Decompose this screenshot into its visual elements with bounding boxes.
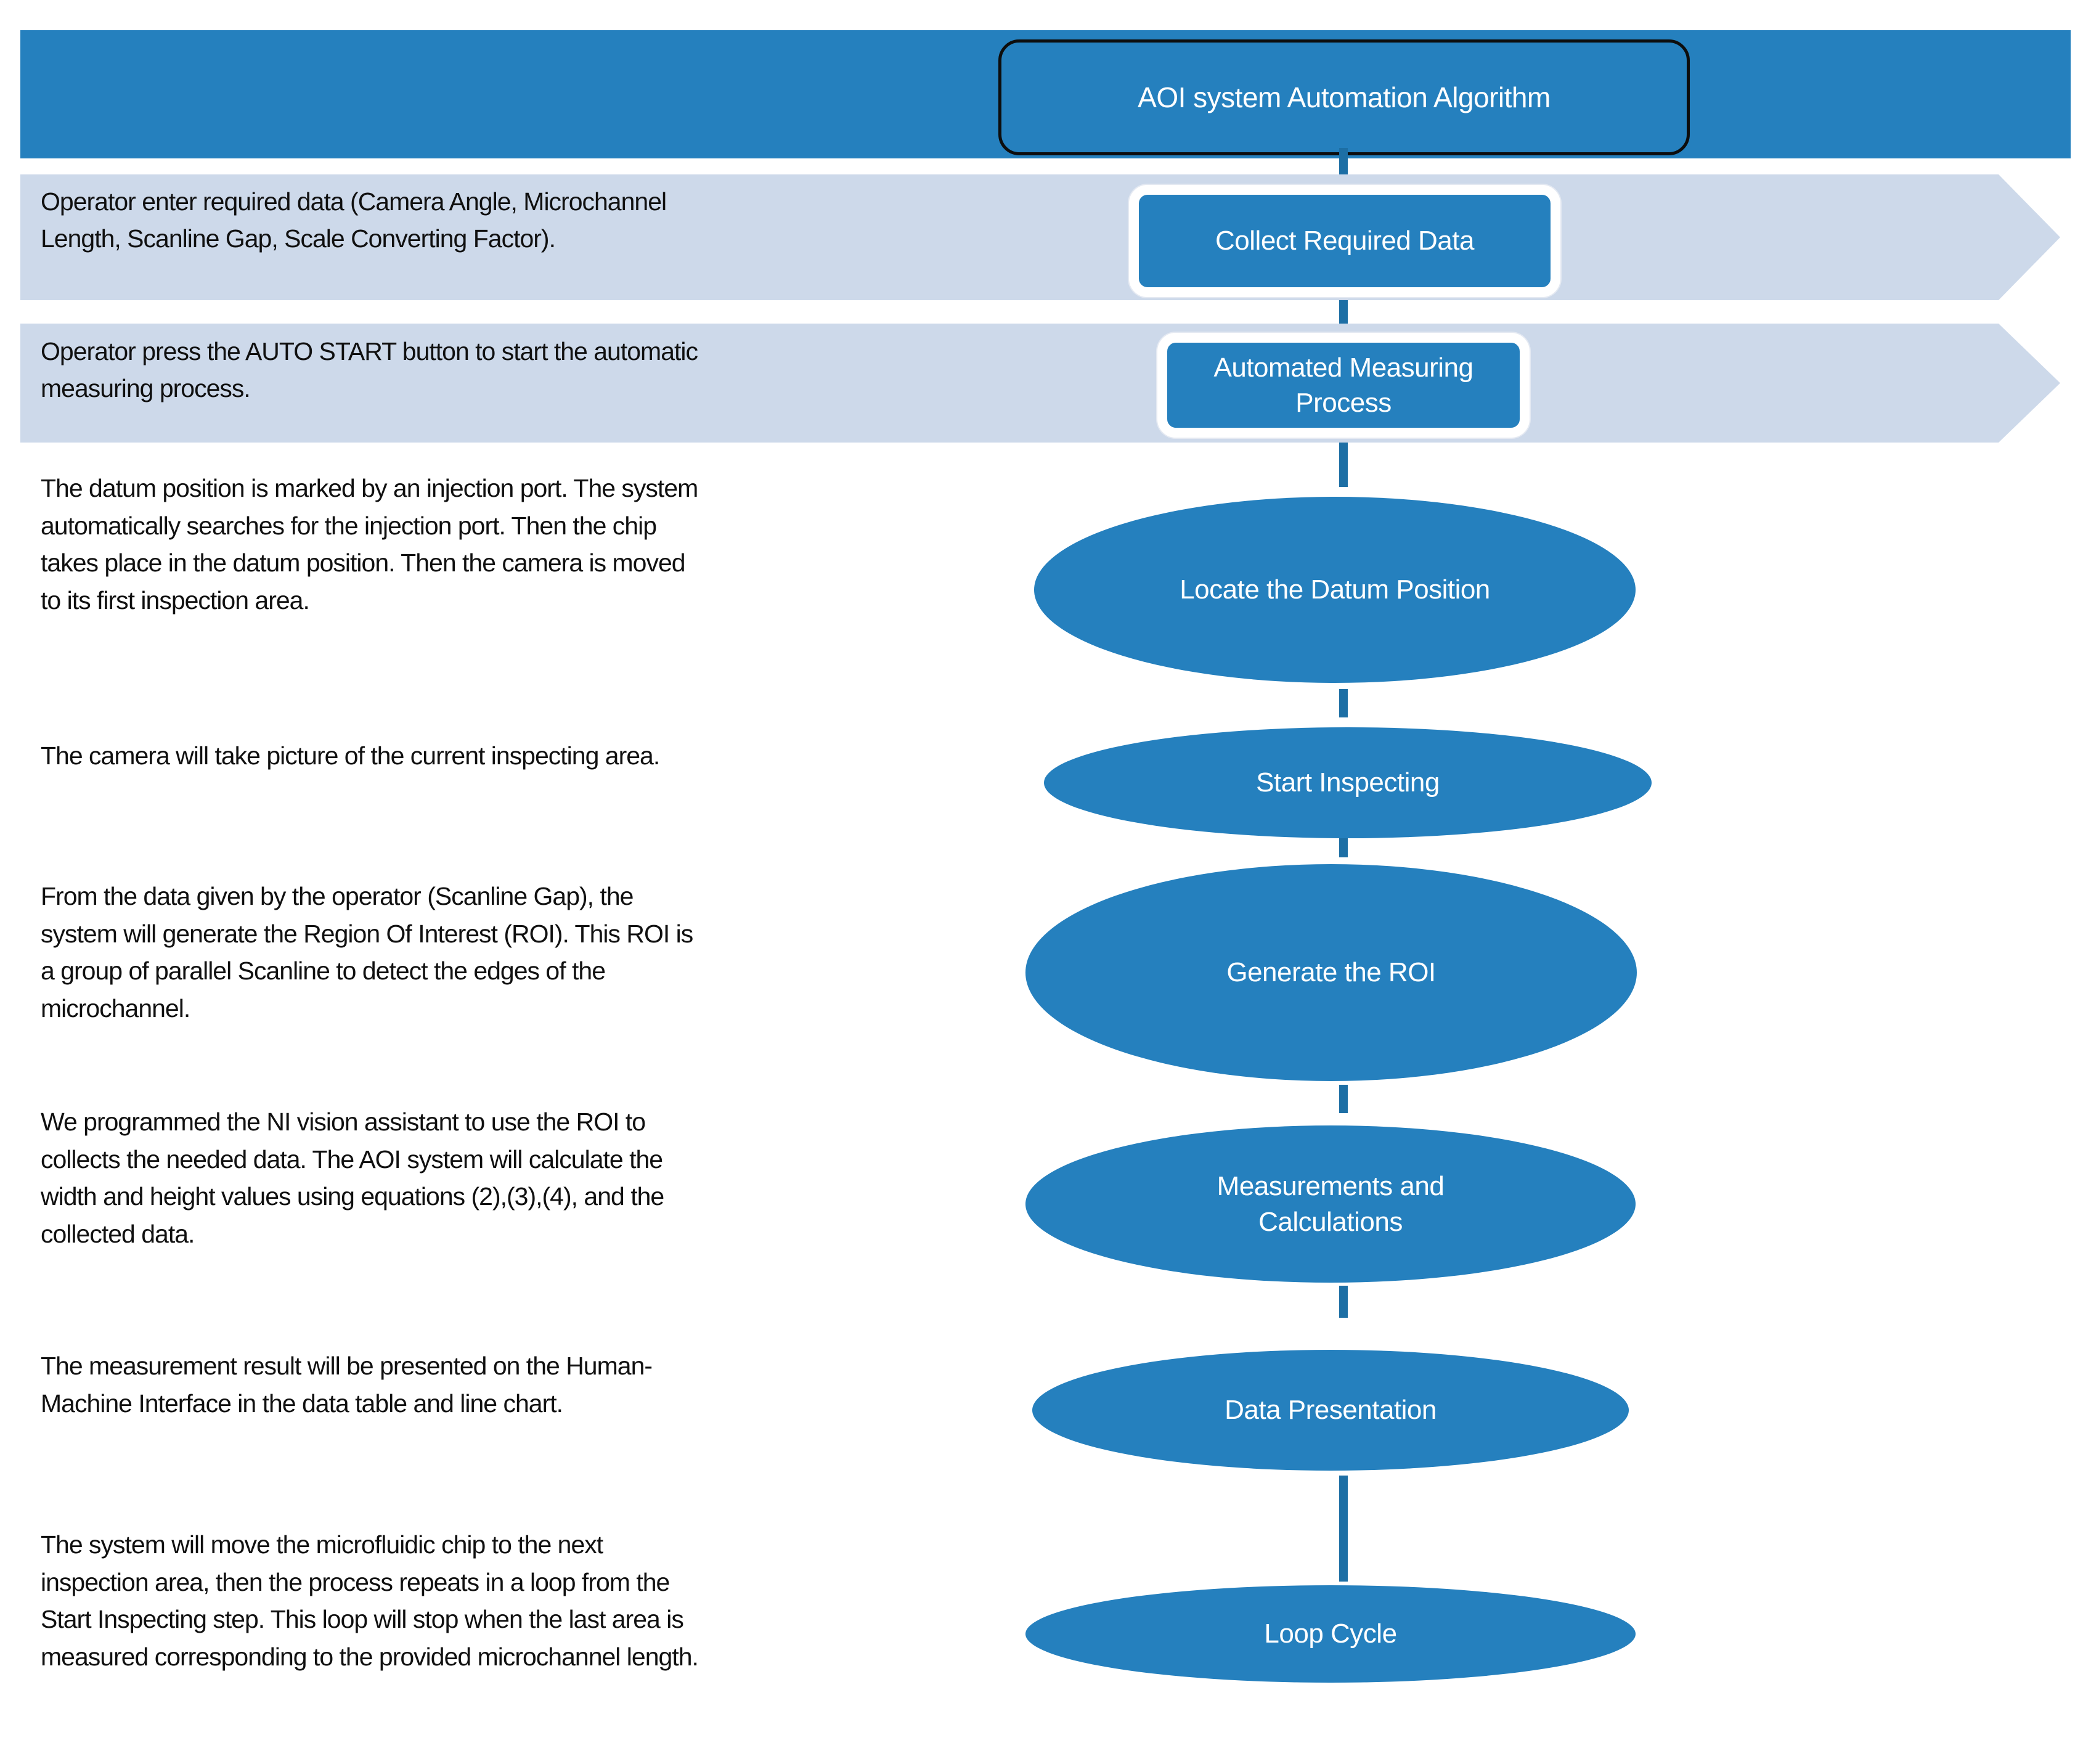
page-title: AOI system Automation Algorithm	[1138, 81, 1551, 113]
ellipse-locate-datum-position	[1034, 497, 1636, 683]
connector-automated-to-locate	[1339, 436, 1348, 487]
ellipse-start-inspecting	[1044, 727, 1652, 838]
step-box-automated-measuring-process	[1157, 333, 1530, 438]
step-box-label: Collect Required Data	[1215, 226, 1474, 256]
ellipse-label: Measurements and Calculations	[1217, 1171, 1445, 1237]
connector-roi-to-measurements	[1339, 1085, 1348, 1113]
ellipse-label: Loop Cycle	[1264, 1619, 1397, 1649]
band-description-collect-data: Operator enter required data (Camera Angle, Microchannel Length, Scanline Gap, Scale Converting Factor).	[41, 187, 667, 253]
ellipse-generate-roi	[1025, 864, 1637, 1081]
step-description-loop-cycle: The system will move the microfluidic chip to the next inspection area, then the process repeats in a loop from the Start Inspecting step. This loop will stop when the last area is measured corresponding to the provided microchannel length.	[41, 1530, 698, 1672]
algorithm-title-box	[998, 39, 1690, 155]
connector-presentation-to-loop	[1339, 1476, 1348, 1582]
connector-locate-to-inspecting	[1339, 689, 1348, 717]
step-description-locate-datum: The datum position is marked by an injection port. The system automatically searches for the injection port. Then the chip takes place in the datum position. Then the camera is moved to its first inspection area.	[41, 474, 698, 615]
ellipse-loop-cycle	[1025, 1585, 1636, 1683]
step-description-generate-roi: From the data given by the operator (Scanline Gap), the system will generate the Region Of Interest (ROI). This ROI is a group of parallel Scanline to detect the edges of the microchannel.	[41, 882, 693, 1023]
step-box-collect-required-data	[1129, 185, 1560, 297]
ellipse-label: Locate the Datum Position	[1180, 574, 1490, 605]
ellipse-label: Start Inspecting	[1256, 767, 1440, 798]
step-description-data-presentation: The measurement result will be presented on the Human-Machine Interface in the data table and line chart.	[41, 1352, 653, 1418]
ellipse-measurements-calculations	[1025, 1125, 1636, 1283]
ellipse-data-presentation	[1032, 1350, 1629, 1471]
ellipse-label: Data Presentation	[1225, 1395, 1437, 1426]
ellipse-label: Generate the ROI	[1226, 957, 1436, 988]
step-description-start-inspecting: The camera will take picture of the current inspecting area.	[41, 741, 660, 770]
band-description-auto-start: Operator press the AUTO START button to start the automatic measuring process.	[41, 337, 698, 403]
connector-measurements-to-presentation	[1339, 1286, 1348, 1318]
step-description-measurements: We programmed the NI vision assistant to use the ROI to collects the needed data. The AOI system will calculate the width and height values using equations (2),(3),(4), and the collected data.	[41, 1108, 664, 1249]
step-box-label: Automated Measuring Process	[1213, 352, 1473, 418]
